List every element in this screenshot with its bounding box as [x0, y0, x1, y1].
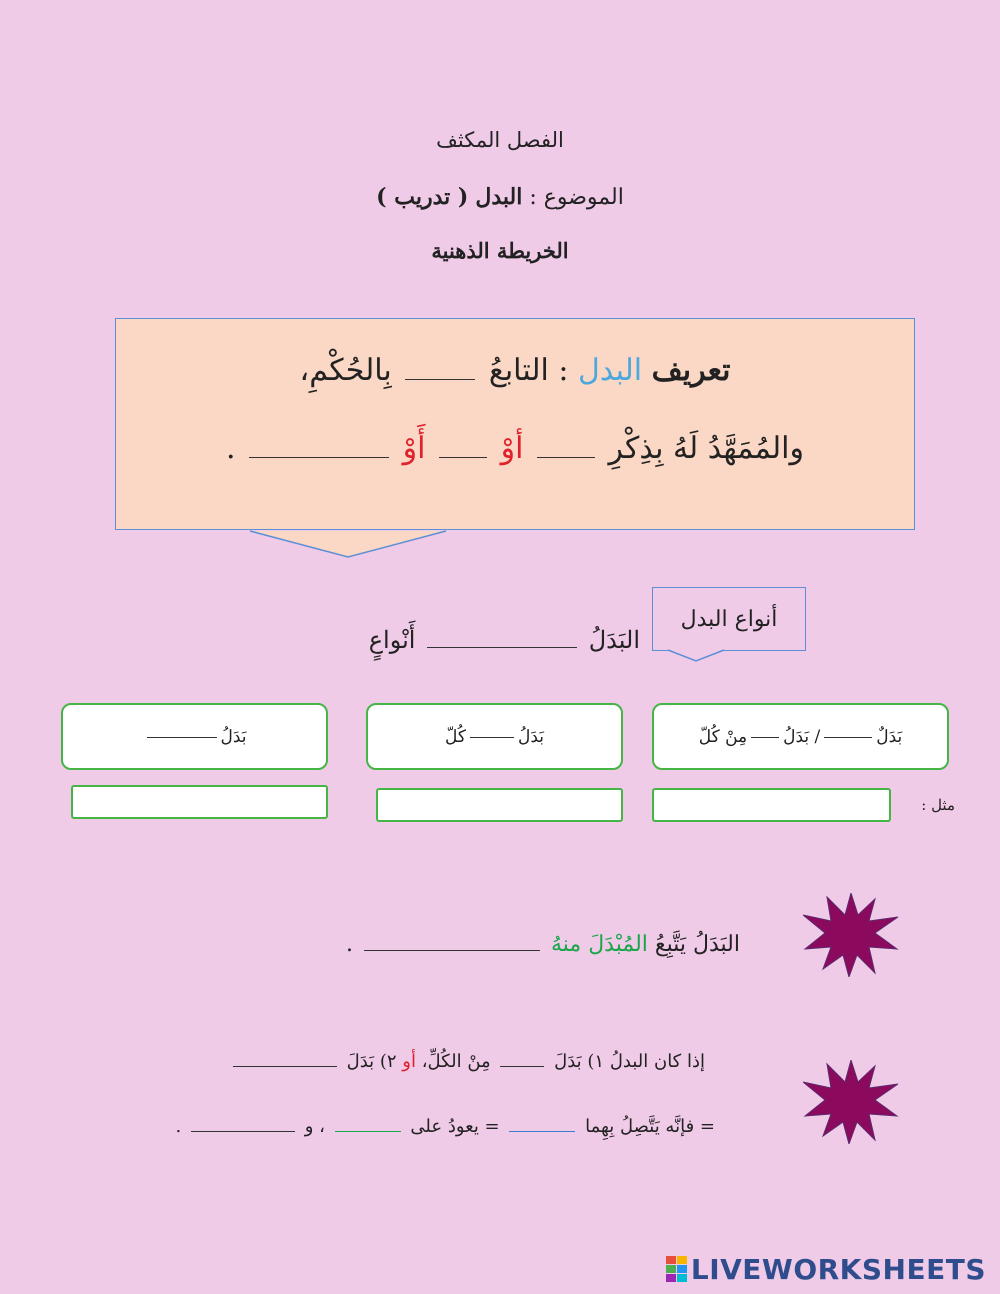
types-callout: أنواع البدل — [652, 587, 806, 651]
definition-line-1: تعريف البدل : التابعُ بِالحُكْمِ، — [299, 353, 731, 388]
definition-blank-3[interactable] — [439, 456, 487, 458]
type-box-3: بَدَلُ — [61, 703, 328, 770]
type-box-2-blank[interactable] — [470, 736, 514, 738]
type-box-1: بَدَلٌ / بَدَلُ مِنْ كُلّ — [652, 703, 949, 770]
definition-blank-2[interactable] — [537, 456, 595, 458]
class-title: الفصل المكثف — [436, 128, 564, 152]
types-callout-pointer — [666, 649, 726, 663]
definition-box — [115, 318, 915, 530]
definition-blank-4[interactable] — [249, 456, 389, 458]
rule-1: البَدَلُ يَتَّبِعُ المُبْدَلَ منهُ . — [345, 932, 740, 957]
example-input-2[interactable] — [376, 788, 623, 822]
topic-line: الموضوع : البدل ( تدريب ) — [376, 184, 624, 210]
rule-2-blank-2[interactable] — [233, 1065, 337, 1067]
liveworksheets-logo: LIVEWORKSHEETS — [666, 1252, 986, 1286]
definition-blank-1[interactable] — [405, 378, 475, 380]
types-sentence: البَدَلُ أَنْواعٍ — [368, 626, 640, 654]
rule-2-line-2: = فإنَّه يَتَّصِلُ بِهِما = يعودُ على ، و . — [175, 1116, 715, 1137]
types-count-blank[interactable] — [427, 646, 577, 648]
definition-pointer — [115, 529, 915, 561]
rule-2-line-1: إذا كان البدلُ ١) بَدَلَ مِنْ الكُلِّ، أو ٢) بَدَلَ — [160, 1051, 705, 1072]
example-input-3[interactable] — [71, 785, 328, 819]
rule-2-blank-3[interactable] — [509, 1130, 575, 1132]
type-box-1-blank-1[interactable] — [824, 736, 872, 738]
rule-2-blank-5[interactable] — [191, 1130, 295, 1132]
definition-line-2: والمُمَهَّدُ لَهُ بِذِكْرِ أوْ أَوْ . — [226, 431, 804, 466]
star-burst-icon — [803, 893, 899, 977]
star-burst-icon — [803, 1060, 899, 1144]
rule-2-blank-1[interactable] — [500, 1065, 544, 1067]
type-box-2: بَدَلُ كُلّ — [366, 703, 623, 770]
rule-2-blank-4[interactable] — [335, 1130, 401, 1132]
type-box-3-blank[interactable] — [147, 736, 217, 738]
type-box-1-blank-2[interactable] — [751, 736, 779, 738]
logo-squares-icon — [666, 1256, 687, 1282]
example-label: مثل : — [921, 796, 955, 814]
mind-map-title: الخريطة الذهنية — [431, 238, 569, 263]
rule-1-blank[interactable] — [364, 949, 540, 951]
example-input-1[interactable] — [652, 788, 891, 822]
